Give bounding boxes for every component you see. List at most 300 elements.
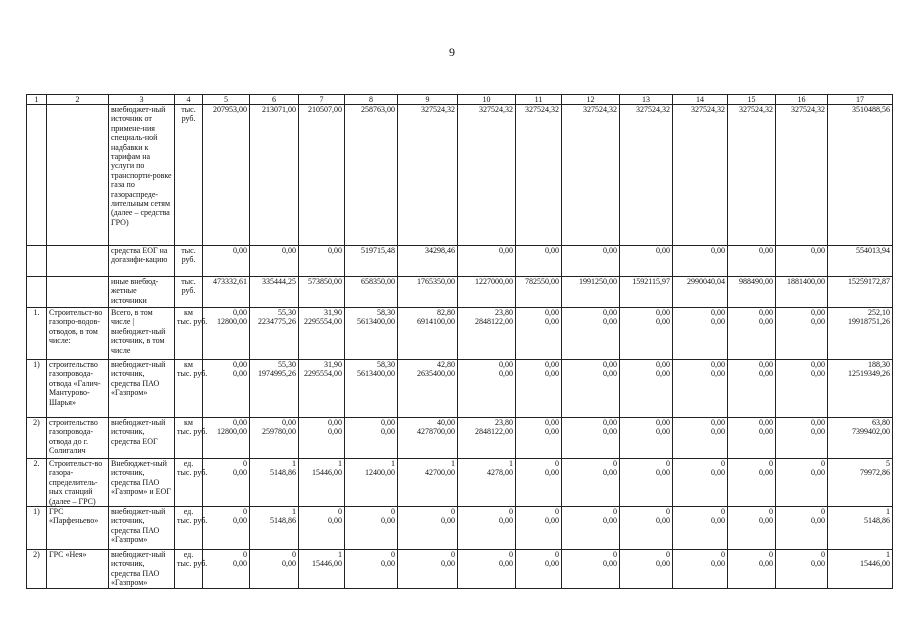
value-cell [516, 360, 562, 418]
value: 0,00 [603, 369, 617, 379]
unit-label: тыс. руб. [181, 105, 196, 124]
value: 0,00 [381, 418, 395, 427]
column-number-17: 17 [828, 95, 893, 105]
value: 0,00 [545, 369, 559, 379]
value: 0,00 [545, 317, 559, 327]
item-number [27, 277, 47, 308]
value: 252,10 [868, 308, 890, 317]
value: 0,00 [711, 360, 725, 369]
value-cell [673, 507, 728, 550]
value: 1 [886, 550, 890, 560]
value-cell [345, 308, 398, 360]
value-cell [516, 507, 562, 550]
value: 0,00 [603, 246, 617, 255]
value: 259780,00 [262, 427, 296, 437]
funding-source: внебюджет-ный источник, средства ЕОГ [109, 418, 175, 459]
value-cell [776, 308, 828, 360]
value: 1 [451, 459, 455, 468]
value: 0 [555, 550, 559, 560]
item-number [27, 105, 47, 246]
value: 5613400,00 [357, 317, 395, 327]
value-cell [828, 246, 893, 277]
value: 0,00 [656, 246, 670, 255]
value-cell [673, 550, 728, 589]
value: 0,00 [603, 516, 617, 526]
value: 0 [391, 507, 395, 517]
value-cell [345, 360, 398, 418]
value: 0,00 [656, 360, 670, 369]
value-cell [562, 105, 620, 246]
value: 0,00 [759, 246, 773, 255]
value-cell [345, 550, 398, 589]
value: 0,00 [381, 559, 395, 569]
value: 1 [292, 459, 296, 468]
value: 0,00 [811, 246, 825, 255]
value: 0 [391, 550, 395, 560]
value-cell [345, 277, 398, 308]
value: 0,00 [603, 317, 617, 327]
column-number-7: 7 [299, 95, 345, 105]
value: 0,00 [233, 468, 247, 478]
value: 2295554,00 [304, 369, 342, 379]
value-cell [562, 360, 620, 418]
unit-label: тыс. руб. [177, 516, 208, 526]
value: 0 [666, 459, 670, 468]
unit-cell [175, 308, 208, 360]
object-name: строительство газопровода-отвода до г. Солигалич [47, 418, 109, 459]
value: 1227000,00 [475, 277, 513, 286]
value: 40,00 [437, 418, 455, 427]
value: 0,00 [759, 418, 773, 427]
value: 2990040,04 [687, 277, 725, 286]
value: 473332,61 [213, 277, 247, 286]
value: 55,30 [278, 360, 296, 369]
value-cell [345, 246, 398, 277]
value: 1592115,97 [632, 277, 670, 286]
value-cell [299, 246, 345, 277]
value-cell [562, 246, 620, 277]
value-cell [203, 246, 250, 277]
value: 15259172,87 [848, 277, 890, 286]
value-cell [458, 418, 516, 459]
value: 12400,00 [365, 468, 395, 478]
value-cell [458, 105, 516, 246]
table-row [27, 459, 893, 507]
value: 1765350,00 [417, 277, 455, 286]
value: 23,80 [495, 308, 513, 317]
value: 327524,32 [421, 105, 455, 114]
value: 4278,00 [487, 468, 513, 478]
value: 327524,32 [479, 105, 513, 114]
unit-cell [175, 246, 203, 277]
column-number-2: 2 [47, 95, 109, 105]
value: 0 [555, 507, 559, 517]
value: 42700,00 [425, 468, 455, 478]
column-number-16: 16 [776, 95, 828, 105]
value-cell [516, 418, 562, 459]
unit-label: км [184, 360, 193, 369]
table-row [27, 246, 893, 277]
value-cell [620, 418, 673, 459]
value: 1 [886, 507, 890, 517]
value-cell [250, 418, 299, 459]
value: 0,00 [499, 559, 513, 569]
value: 0,00 [545, 308, 559, 317]
column-number-9: 9 [398, 95, 458, 105]
value: 213071,00 [262, 105, 296, 114]
value: 0,00 [603, 468, 617, 478]
value: 0 [243, 459, 247, 468]
funding-source: внебюджет-ный источник, средства ПАО «Газпром» [109, 360, 175, 418]
value: 0 [821, 459, 825, 468]
budget-table [26, 94, 893, 589]
value-cell [776, 550, 828, 589]
page-number: 9 [449, 45, 455, 59]
unit-label: тыс. руб. [177, 317, 208, 327]
value: 327524,32 [739, 105, 773, 114]
value-cell [250, 507, 299, 550]
value: 7399402,00 [852, 427, 890, 437]
value: 210507,00 [308, 105, 342, 114]
item-number [27, 246, 47, 277]
value-cell [673, 246, 728, 277]
value-cell [620, 105, 673, 246]
column-number-12: 12 [562, 95, 620, 105]
value-cell [398, 418, 458, 459]
value-cell [516, 246, 562, 277]
value: 0,00 [811, 317, 825, 327]
value: 0,00 [441, 559, 455, 569]
column-number-4: 4 [175, 95, 203, 105]
value: 0,00 [233, 369, 247, 379]
value-cell [299, 105, 345, 246]
value: 31,90 [324, 308, 342, 317]
value: 0,00 [759, 559, 773, 569]
value: 0,00 [811, 308, 825, 317]
object-name: Строительст-во газопро-водов-отводов, в том числе: [47, 308, 109, 360]
value: 0,00 [603, 427, 617, 437]
table-row [27, 277, 893, 308]
value: 0,00 [656, 559, 670, 569]
value: 0 [243, 507, 247, 517]
value-cell [203, 459, 250, 507]
value: 0,00 [603, 360, 617, 369]
value: 0 [451, 507, 455, 517]
value: 0,00 [328, 246, 342, 255]
unit-cell [175, 418, 208, 459]
value: 782550,00 [525, 277, 559, 286]
value: 0,00 [545, 360, 559, 369]
value: 0,00 [811, 427, 825, 437]
value-cell [728, 360, 776, 418]
value-cell [828, 418, 893, 459]
value-cell [345, 507, 398, 550]
value: 4278700,00 [417, 427, 455, 437]
value: 55,30 [278, 308, 296, 317]
value: 0,00 [233, 516, 247, 526]
value: 0,00 [328, 427, 342, 437]
value-cell [620, 360, 673, 418]
value-cell [728, 507, 776, 550]
value-cell [299, 418, 345, 459]
value-cell [562, 459, 620, 507]
column-number-3: 3 [109, 95, 175, 105]
unit-cell [175, 459, 208, 507]
value: 6914100,00 [417, 317, 455, 327]
value-cell [728, 105, 776, 246]
value-cell [458, 507, 516, 550]
value-cell [828, 308, 893, 360]
unit-label: тыс. руб. [177, 559, 208, 569]
value-cell [728, 246, 776, 277]
value-cell [398, 308, 458, 360]
value: 0,00 [499, 246, 513, 255]
item-number: 2) [27, 418, 47, 459]
value: 0,00 [711, 418, 725, 427]
value: 1 [391, 459, 395, 468]
value: 0,00 [545, 468, 559, 478]
item-number: 2. [27, 459, 47, 507]
value-cell [345, 105, 398, 246]
column-number-1: 1 [27, 95, 47, 105]
value-cell [673, 277, 728, 308]
value-cell [516, 459, 562, 507]
table-row [27, 418, 893, 459]
unit-label: тыс. руб. [181, 277, 196, 296]
value: 0,00 [711, 246, 725, 255]
value-cell [828, 105, 893, 246]
value: 1 [338, 550, 342, 560]
column-number-14: 14 [673, 95, 728, 105]
value: 0,00 [711, 369, 725, 379]
item-number: 1) [27, 360, 47, 418]
value-cell [620, 308, 673, 360]
column-number-row [27, 95, 893, 105]
value: 58,30 [377, 308, 395, 317]
value: 5 [886, 459, 890, 468]
value-cell [203, 105, 250, 246]
value: 519715,48 [361, 246, 395, 255]
value: 0,00 [233, 559, 247, 569]
value: 0 [821, 507, 825, 517]
value: 0,00 [233, 360, 247, 369]
value-cell [250, 459, 299, 507]
value: 0,00 [759, 308, 773, 317]
unit-label: тыс. руб. [177, 468, 208, 478]
value: 1 [338, 459, 342, 468]
value-cell [776, 507, 828, 550]
funding-source: внебюджет-ный источник от примене-ния специаль-ной надбавки к тарифам на услуги по транспорти-ровке газа по газораспреде-лительным сетям (далее – средства ГРО) [109, 105, 175, 246]
value: 0,00 [656, 427, 670, 437]
value: 0 [769, 459, 773, 468]
value-cell [516, 550, 562, 589]
object-name: ГРС «Нея» [47, 550, 109, 589]
value: 0,00 [282, 418, 296, 427]
value-cell [828, 360, 893, 418]
value: 12800,00 [217, 427, 247, 437]
value-cell [250, 246, 299, 277]
value-cell [673, 308, 728, 360]
value: 0 [666, 507, 670, 517]
value-cell [458, 459, 516, 507]
value: 0,00 [711, 308, 725, 317]
value-cell [776, 105, 828, 246]
column-number-6: 6 [250, 95, 299, 105]
value: 0,00 [759, 427, 773, 437]
value: 0,00 [656, 468, 670, 478]
value: 2848122,00 [475, 427, 513, 437]
value-cell [728, 550, 776, 589]
value: 0,00 [233, 246, 247, 255]
object-name [47, 246, 109, 277]
value-cell [203, 550, 250, 589]
value-cell [562, 308, 620, 360]
value: 0,00 [759, 468, 773, 478]
unit-cell [175, 507, 208, 550]
value: 0 [666, 550, 670, 560]
value-cell [398, 246, 458, 277]
value-cell [728, 418, 776, 459]
value: 5148,86 [270, 516, 296, 526]
value-cell [728, 459, 776, 507]
value: 0,00 [545, 418, 559, 427]
value: 63,80 [872, 418, 890, 427]
column-number-13: 13 [620, 95, 673, 105]
object-name: Строительст-во газора-спределитель-ных станций (далее – ГРС) [47, 459, 109, 507]
value-cell [299, 308, 345, 360]
value: 0 [613, 507, 617, 517]
value-cell [398, 277, 458, 308]
value: 0 [451, 550, 455, 560]
value: 0,00 [711, 427, 725, 437]
value: 12800,00 [217, 317, 247, 327]
value: 0,00 [759, 360, 773, 369]
unit-cell [175, 105, 203, 246]
item-number: 1. [27, 308, 47, 360]
value-cell [203, 418, 250, 459]
value: 31,90 [324, 360, 342, 369]
value: 0 [613, 459, 617, 468]
value-cell [299, 360, 345, 418]
value: 0,00 [656, 369, 670, 379]
value-cell [299, 277, 345, 308]
value-cell [620, 550, 673, 589]
value: 0,00 [811, 468, 825, 478]
value: 0,00 [381, 427, 395, 437]
value: 0,00 [441, 516, 455, 526]
value-cell [562, 277, 620, 308]
value-cell [250, 360, 299, 418]
value-cell [398, 459, 458, 507]
value: 0,00 [499, 516, 513, 526]
table-row [27, 360, 893, 418]
value: 1 [292, 507, 296, 517]
value-cell [776, 360, 828, 418]
value: 0,00 [711, 516, 725, 526]
value-cell [516, 308, 562, 360]
value: 0,00 [328, 516, 342, 526]
value: 188,30 [868, 360, 890, 369]
value: 0,00 [545, 559, 559, 569]
value-cell [398, 360, 458, 418]
column-number-11: 11 [516, 95, 562, 105]
value-cell [562, 507, 620, 550]
value-cell [828, 507, 893, 550]
table-row [27, 308, 893, 360]
value-cell [299, 507, 345, 550]
value: 0,00 [603, 308, 617, 317]
value-cell [250, 105, 299, 246]
column-number-10: 10 [458, 95, 516, 105]
value: 0,00 [499, 369, 513, 379]
value-cell [776, 277, 828, 308]
value: 988490,00 [739, 277, 773, 286]
value: 5148,86 [864, 516, 890, 526]
value: 12519349,26 [848, 369, 890, 379]
value-cell [728, 277, 776, 308]
value: 0,00 [811, 360, 825, 369]
value: 0,00 [603, 418, 617, 427]
value: 0 [721, 507, 725, 517]
value: 0,00 [811, 418, 825, 427]
value: 2635400,00 [417, 369, 455, 379]
value: 19918751,26 [848, 317, 890, 327]
value: 0,00 [545, 246, 559, 255]
table-row [27, 507, 893, 550]
value: 327524,32 [636, 105, 670, 114]
value: 0,00 [499, 360, 513, 369]
value: 554013,94 [856, 246, 890, 255]
value-cell [673, 360, 728, 418]
object-name: строительство газопровода-отвода «Галич-Мантурово-Шарья» [47, 360, 109, 418]
funding-source: внебюджет-ный источник, средства ПАО «Газпром» [109, 507, 175, 550]
value: 2848122,00 [475, 317, 513, 327]
funding-source: иные внебюд-жетные источники [109, 277, 175, 308]
value: 0,00 [233, 418, 247, 427]
value: 0 [769, 507, 773, 517]
value: 0,00 [759, 317, 773, 327]
value: 58,30 [377, 360, 395, 369]
value-cell [673, 459, 728, 507]
value-cell [458, 277, 516, 308]
value: 0,00 [711, 468, 725, 478]
value: 79972,86 [860, 468, 890, 478]
value: 1 [509, 459, 513, 468]
value: 0 [243, 550, 247, 560]
unit-label: ед. [183, 507, 194, 517]
value-cell [620, 459, 673, 507]
value: 0,00 [328, 418, 342, 427]
value-cell [516, 105, 562, 246]
value: 5148,86 [270, 468, 296, 478]
value: 2295554,00 [304, 317, 342, 327]
value-cell [398, 507, 458, 550]
value-cell [562, 418, 620, 459]
value-cell [458, 360, 516, 418]
table-row [27, 550, 893, 589]
value: 3510488,56 [852, 105, 890, 114]
column-number-8: 8 [345, 95, 398, 105]
unit-label: тыс. руб. [181, 246, 196, 265]
value: 573850,00 [308, 277, 342, 286]
value-cell [250, 550, 299, 589]
value: 335444,25 [262, 277, 296, 286]
value: 2234775,26 [258, 317, 296, 327]
value: 658350,00 [361, 277, 395, 286]
object-name [47, 105, 109, 246]
value: 0,00 [603, 559, 617, 569]
funding-source: Внебюджет-ный источник, средства ПАО «Газпром» и ЕОГ [109, 459, 175, 507]
